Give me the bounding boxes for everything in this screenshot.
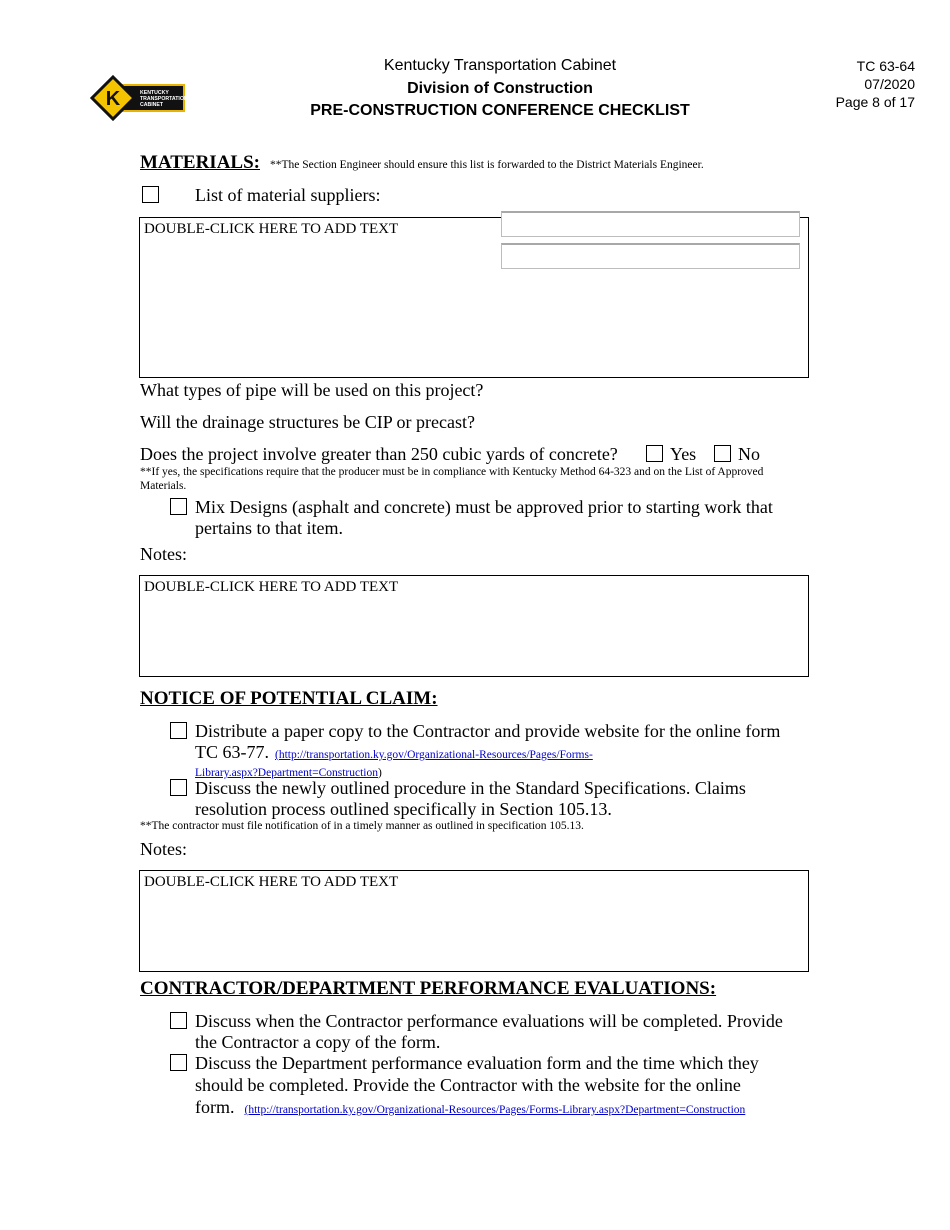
materials-notes-textbox[interactable] bbox=[139, 575, 809, 677]
header-page: Page 8 of 17 bbox=[835, 94, 915, 110]
logo-text-line-2: TRANSPORTATION bbox=[140, 96, 186, 102]
kytc-logo-graphic bbox=[90, 75, 186, 121]
claim-form-link-part-2[interactable]: Library.aspx?Department=Construction bbox=[195, 767, 378, 779]
claim-item-1-line-2-group bbox=[195, 742, 593, 763]
materials-notes-label: Notes: bbox=[140, 544, 187, 564]
evaluations-item-1-line-1: Discuss when the Contractor performance evaluations will be completed. Provide bbox=[195, 1011, 783, 1031]
mix-designs-line-2: pertains to that item. bbox=[195, 518, 343, 538]
evaluations-item-2-line-3-group bbox=[195, 1097, 745, 1118]
claim-title: NOTICE OF POTENTIAL CLAIM: bbox=[140, 688, 438, 709]
evaluations-item-2-checkbox[interactable] bbox=[170, 1054, 187, 1071]
header-form-number: TC 63-64 bbox=[856, 58, 915, 74]
logo-letter: K bbox=[105, 88, 121, 110]
evaluations-form-link[interactable]: (http://transportation.ky.gov/Organizational-Resources/Pages/Forms-Library.aspx?Department=Construction bbox=[244, 1104, 746, 1116]
header-division: Division of Construction bbox=[407, 80, 593, 97]
supplier-field-2[interactable] bbox=[501, 243, 800, 269]
evaluations-item-1-checkbox[interactable] bbox=[170, 1012, 187, 1029]
evaluations-item-2-line-1: Discuss the Department performance evaluation form and the time which they bbox=[195, 1053, 759, 1073]
materials-heading bbox=[140, 152, 704, 174]
claim-form-link-part-1[interactable]: (http://transportation.ky.gov/Organizational-Resources/Pages/Forms- bbox=[275, 749, 593, 761]
header-date: 07/2020 bbox=[864, 76, 915, 92]
mix-designs-checkbox[interactable] bbox=[170, 498, 187, 515]
concrete-yes-checkbox[interactable] bbox=[646, 445, 663, 462]
supplier-field-1[interactable] bbox=[501, 211, 800, 237]
claim-notes-textbox[interactable] bbox=[139, 870, 809, 972]
claim-item-1-line-2: TC 63-77. bbox=[195, 742, 269, 762]
materials-title: MATERIALS: bbox=[140, 152, 260, 173]
kytc-logo bbox=[90, 75, 186, 121]
claim-item-2-line-2: resolution process outlined specifically in Section 105.13. bbox=[195, 799, 612, 819]
logo-text-line-3: CABINET bbox=[140, 102, 164, 108]
logo-text-line-1: KENTUCKY bbox=[140, 90, 169, 96]
evaluations-item-2-line-3: form. bbox=[195, 1097, 235, 1117]
concrete-note: **If yes, the specifications require that the producer must be in compliance with Kentucky Method 64-323 and on the List of Approved Materials. bbox=[140, 466, 764, 492]
suppliers-textbox[interactable] bbox=[139, 217, 809, 378]
question-pipe: What types of pipe will be used on this project? bbox=[140, 380, 484, 400]
materials-note: **The Section Engineer should ensure this list is forwarded to the District Materials Engineer. bbox=[270, 159, 704, 171]
header-org: Kentucky Transportation Cabinet bbox=[383, 57, 617, 74]
materials-notes-placeholder: DOUBLE-CLICK HERE TO ADD TEXT bbox=[144, 579, 399, 595]
claim-notes-label: Notes: bbox=[140, 839, 187, 859]
claim-item-2-line-1: Discuss the newly outlined procedure in the Standard Specifications. Claims bbox=[195, 778, 746, 798]
claim-notes-placeholder: DOUBLE-CLICK HERE TO ADD TEXT bbox=[144, 874, 399, 890]
mix-designs-line-1: Mix Designs (asphalt and concrete) must be approved prior to starting work that bbox=[195, 497, 773, 517]
claim-note: **The contractor must file notification of in a timely manner as outlined in specification 105.13. bbox=[140, 820, 584, 832]
header-title: PRE-CONSTRUCTION CONFERENCE CHECKLIST bbox=[310, 102, 690, 119]
concrete-no-label: No bbox=[738, 444, 760, 464]
question-drainage: Will the drainage structures be CIP or precast? bbox=[140, 412, 475, 432]
evaluations-item-2-line-2: should be completed. Provide the Contractor with the website for the online bbox=[195, 1075, 741, 1095]
evaluations-title: CONTRACTOR/DEPARTMENT PERFORMANCE EVALUATIONS: bbox=[140, 978, 717, 999]
suppliers-checkbox[interactable] bbox=[142, 186, 159, 203]
claim-item-1-checkbox[interactable] bbox=[170, 722, 187, 739]
concrete-yes-label: Yes bbox=[670, 444, 697, 464]
claim-item-1-line-1: Distribute a paper copy to the Contractor and provide website for the online form bbox=[195, 721, 781, 741]
claim-item-2-checkbox[interactable] bbox=[170, 779, 187, 796]
suppliers-label: List of material suppliers: bbox=[195, 185, 381, 205]
suppliers-textbox-placeholder: DOUBLE-CLICK HERE TO ADD TEXT bbox=[144, 221, 399, 237]
concrete-no-checkbox[interactable] bbox=[714, 445, 731, 462]
question-concrete: Does the project involve greater than 250 cubic yards of concrete? bbox=[140, 444, 618, 464]
evaluations-item-1-line-2: the Contractor a copy of the form. bbox=[195, 1032, 441, 1052]
claim-form-link-close: ) bbox=[377, 767, 382, 779]
